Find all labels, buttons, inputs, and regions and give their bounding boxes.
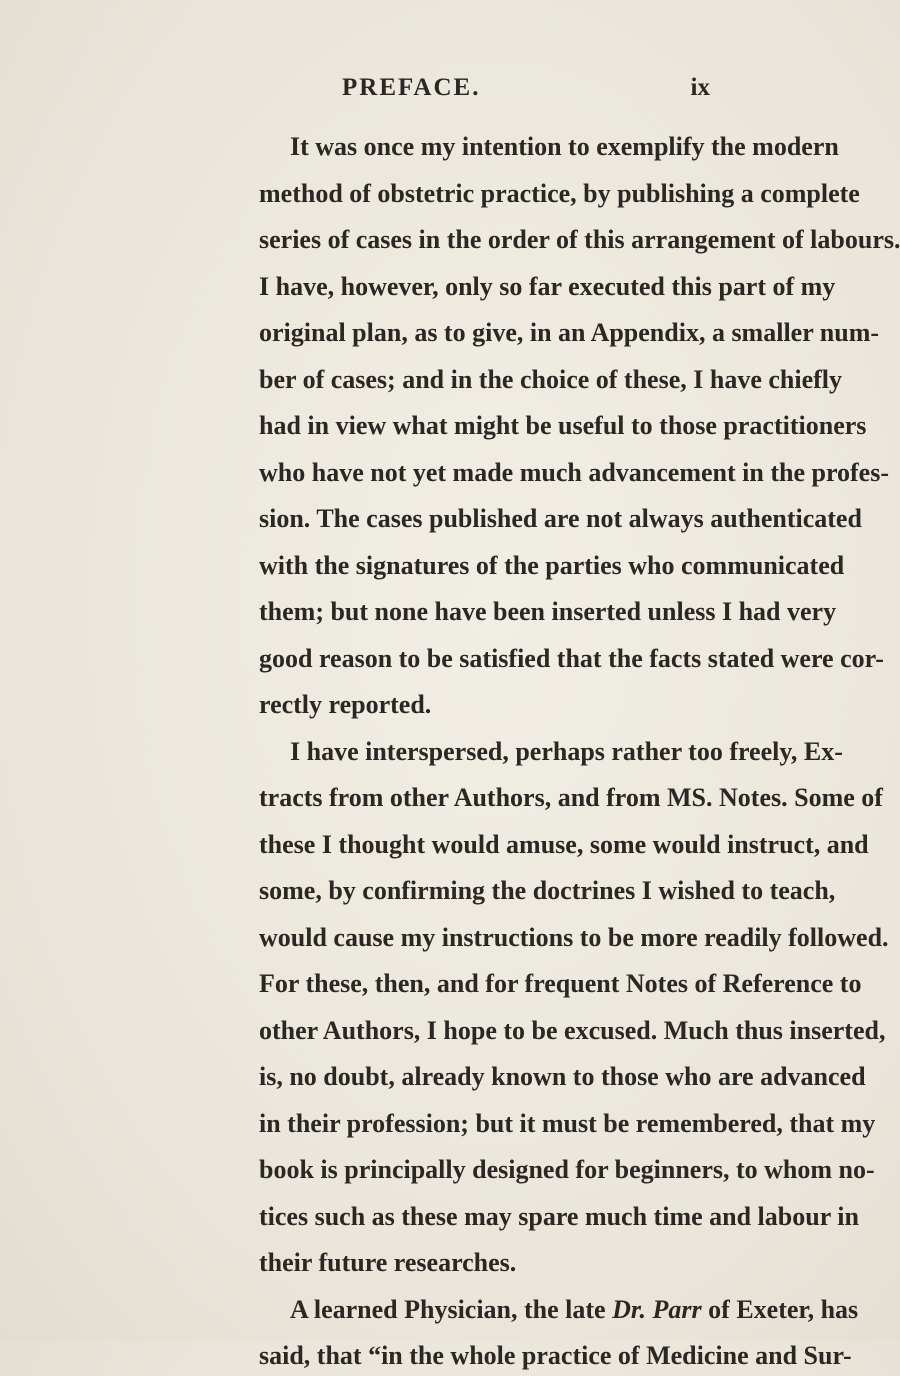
text-fragment: A learned Physician, the late — [290, 1294, 613, 1324]
text-line: I have, however, only so far executed this part of my — [259, 271, 836, 301]
text-line: them; but none have been inserted unless I had very — [259, 597, 837, 626]
text-line: I have interspersed, perhaps rather too freely, Ex- — [290, 736, 843, 766]
text-fragment: of Exeter, has — [701, 1294, 859, 1324]
text-line: series of cases in the order of this arrangement of labours. — [259, 225, 900, 254]
text-line — [290, 1290, 859, 1330]
text-line: is, no doubt, already known to those who are advanced — [259, 1062, 866, 1091]
text-line: said, that “in the whole practice of Medicine and Sur- — [259, 1341, 852, 1370]
text-line: with the signatures of the parties who communicated — [259, 550, 845, 580]
text-line: who have not yet made much advancement in the profes- — [259, 457, 889, 487]
text-line: had in view what might be useful to those practitioners — [259, 411, 867, 440]
text-line: these I thought would amuse, some would instruct, and — [259, 829, 869, 859]
page-number: ix — [690, 74, 710, 101]
text-line: It was once my intention to exemplify the modern — [290, 132, 839, 161]
text-line: in their profession; but it must be remembered, that my — [259, 1108, 876, 1138]
text-line: tracts from other Authors, and from MS. Notes. Some of — [259, 783, 883, 812]
text-line: would cause my instructions to be more readily followed. — [259, 922, 889, 952]
text-line: their future researches. — [259, 1248, 517, 1277]
text-line: original plan, as to give, in an Appendix, a smaller num- — [259, 318, 880, 347]
text-line: some, by confirming the doctrines I wished to teach, — [259, 876, 836, 905]
text-line: book is principally designed for beginners, to whom no- — [259, 1155, 875, 1184]
text-line: rectly reported. — [259, 690, 432, 719]
person-name: Dr. Parr — [612, 1294, 702, 1324]
text-line: tices such as these may spare much time and labour in — [259, 1201, 859, 1231]
text-line: good reason to be satisfied that the facts stated were cor- — [259, 643, 884, 673]
text-line: ber of cases; and in the choice of these, I have chiefly — [259, 364, 843, 394]
running-head — [258, 74, 710, 110]
text-line: other Authors, I hope to be excused. Much thus inserted, — [259, 1015, 886, 1045]
text-line: sion. The cases published are not always authenticated — [259, 504, 862, 533]
running-title: PREFACE. — [342, 74, 481, 101]
text-line: For these, then, and for frequent Notes of Reference to — [259, 969, 862, 998]
text-line: method of obstetric practice, by publishing a complete — [259, 178, 860, 208]
